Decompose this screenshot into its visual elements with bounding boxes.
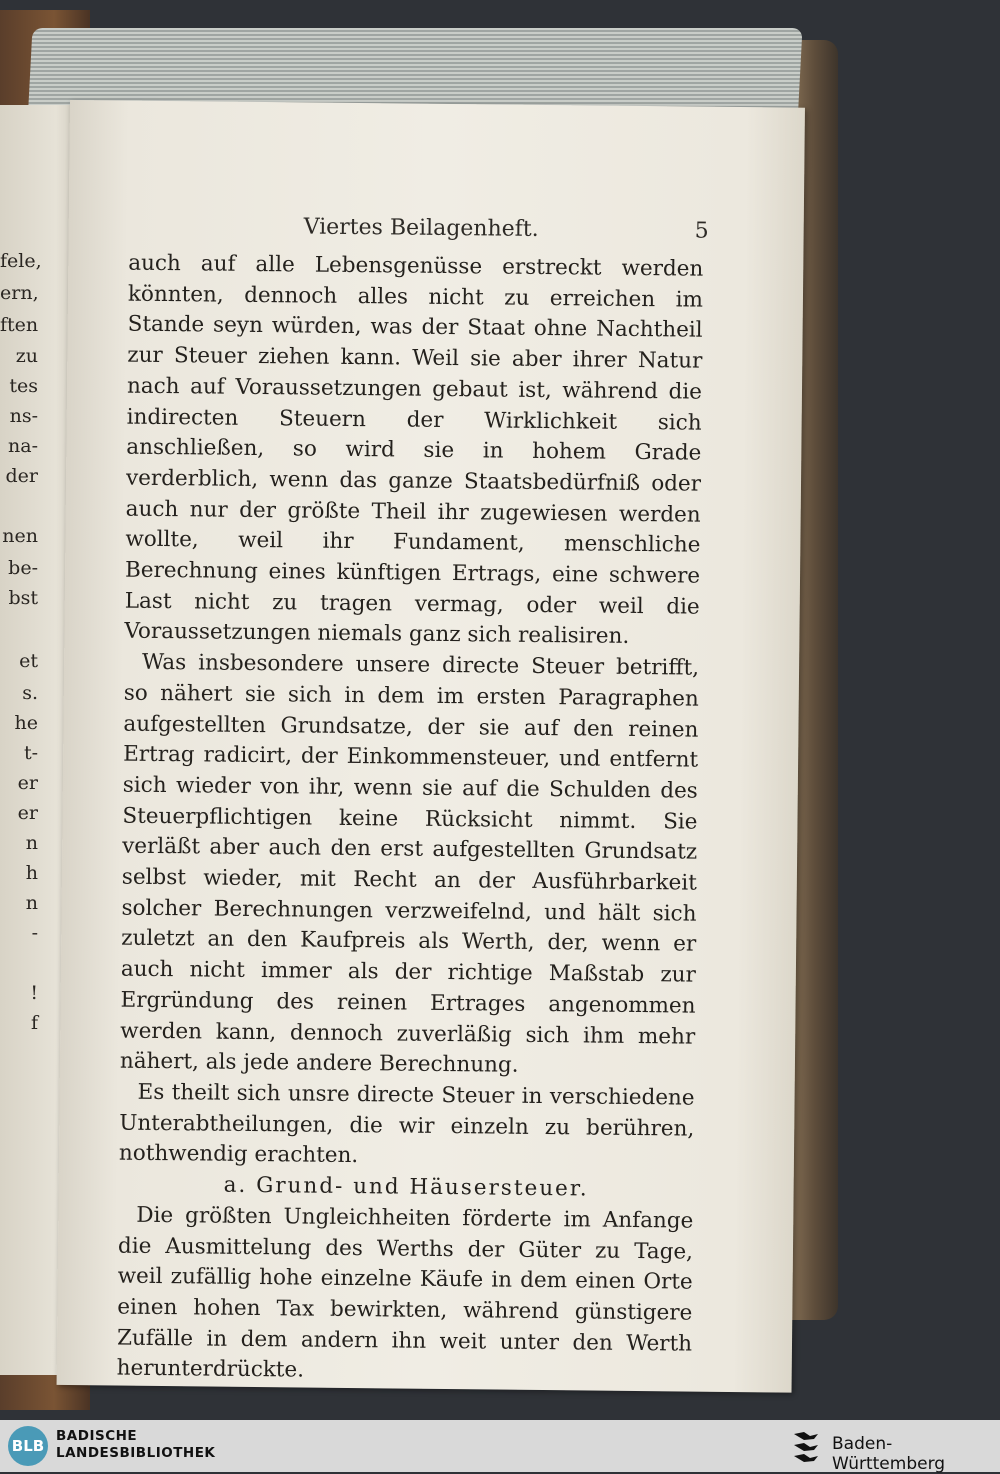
left-fragment: ften [0, 314, 39, 336]
paragraph: auch auf alle Lebensgenüsse erstreckt werden könnten, dennoch alles nicht zu erreichen im Stande seyn würden, was der Staat ohne Nachtheil zur Steuer ziehen kann. Weil sie aber ihrer Natur nach auf Voraussetzungen gebaut ist, während die indirecten Steuern der Wirklichkeit sich anschließen, so wird sie in hohem Grade verderblich, wenn das ganze Staatsbedürfniß oder auch nur der größte Theil ihr zugewiesen werden wollte, weil ihr Fundament, menschliche Berechnung eines künftigen Ertrags, eine schwere Last nicht zu tragen vermag, oder weil die Voraussetzungen niemals ganz sich realisiren. [124, 250, 704, 650]
left-fragment: - [31, 922, 38, 944]
left-fragment: zu [15, 345, 38, 367]
left-fragment: ns- [9, 405, 38, 427]
blb-logo-icon[interactable]: BLB [8, 1426, 48, 1466]
left-fragment: tes [9, 375, 38, 397]
left-fragment: er [17, 802, 38, 824]
right-page [57, 100, 805, 1393]
left-fragment: he [14, 712, 38, 734]
library-name-line1: BADISCHE [56, 1428, 138, 1444]
left-fragment: t- [23, 742, 38, 764]
left-fragment: ! [30, 982, 38, 1004]
library-name-line2: LANDESBIBLIOTHEK [56, 1445, 216, 1461]
footer-bar [0, 1420, 1000, 1472]
left-fragment: s. [22, 682, 38, 704]
left-fragment: der [5, 465, 38, 487]
paragraph: Es theilt sich unsre directe Steuer in verschiedene Unterabtheilungen, die wir einzeln zu berühren, nothwendig erachten. [118, 1079, 695, 1169]
left-fragment: er [17, 772, 38, 794]
left-fragment: n [25, 832, 38, 854]
state-name[interactable]: Baden-Württemberg [832, 1434, 946, 1474]
paragraph: Die größten Ungleichheiten förderte im Anfange die Ausmittelung des Werths der Güter zu Tage, weil zufällig hohe einzelne Käufe in dem einen Orte einen hohen Tax bewirkten, während günstigere Zufälle in dem andern ihn weit unter den Werth herunterdrückte. [116, 1202, 694, 1383]
body-text [117, 249, 704, 1391]
page-number: 5 [694, 218, 709, 244]
running-head: Viertes Beilagenheft. [303, 214, 539, 242]
left-fragment: bst [8, 587, 38, 609]
left-fragment: fele, [0, 250, 42, 272]
paragraph: Was insbesondere unsere directe Steuer betrifft, so nähert sie sich in dem im ersten Paragraphen aufgestellten Grundsatze, der sie auf den reinen Ertrag radicirt, der Einkommensteuer, und entfernt sich wieder von ihr, wenn sie auf die Schulden des Steuerpflichtigen keine Rücksicht nimmt. Sie verläßt aber auch den erst aufgestellten Grundsatz selbst wieder, mit Recht an der Ausführbarkeit solcher Berechnungen verzweifelnd, und hält sich zuletzt an den Kaufpreis als Werth, der, wenn er auch nicht immer als der richtige Maßstab zur Ergründung des reinen Ertrages angenommen werden kann, dennoch zuverläßig sich ihm mehr nähert, als jede andere Berechnung. [119, 649, 700, 1079]
left-fragment: f [30, 1012, 38, 1034]
left-fragment: nen [2, 525, 38, 547]
left-fragment: na- [8, 435, 38, 457]
left-fragment: n [25, 892, 38, 914]
section-heading: a. Grund- und Häusersteuer. [223, 1172, 589, 1202]
left-fragment: be- [8, 557, 38, 579]
lions-coat-of-arms-icon [790, 1428, 822, 1464]
left-fragment: h [25, 862, 38, 884]
left-fragment: et [19, 650, 38, 672]
running-header [164, 213, 709, 244]
library-name[interactable] [56, 1428, 215, 1462]
left-fragment: ern, [0, 282, 39, 304]
